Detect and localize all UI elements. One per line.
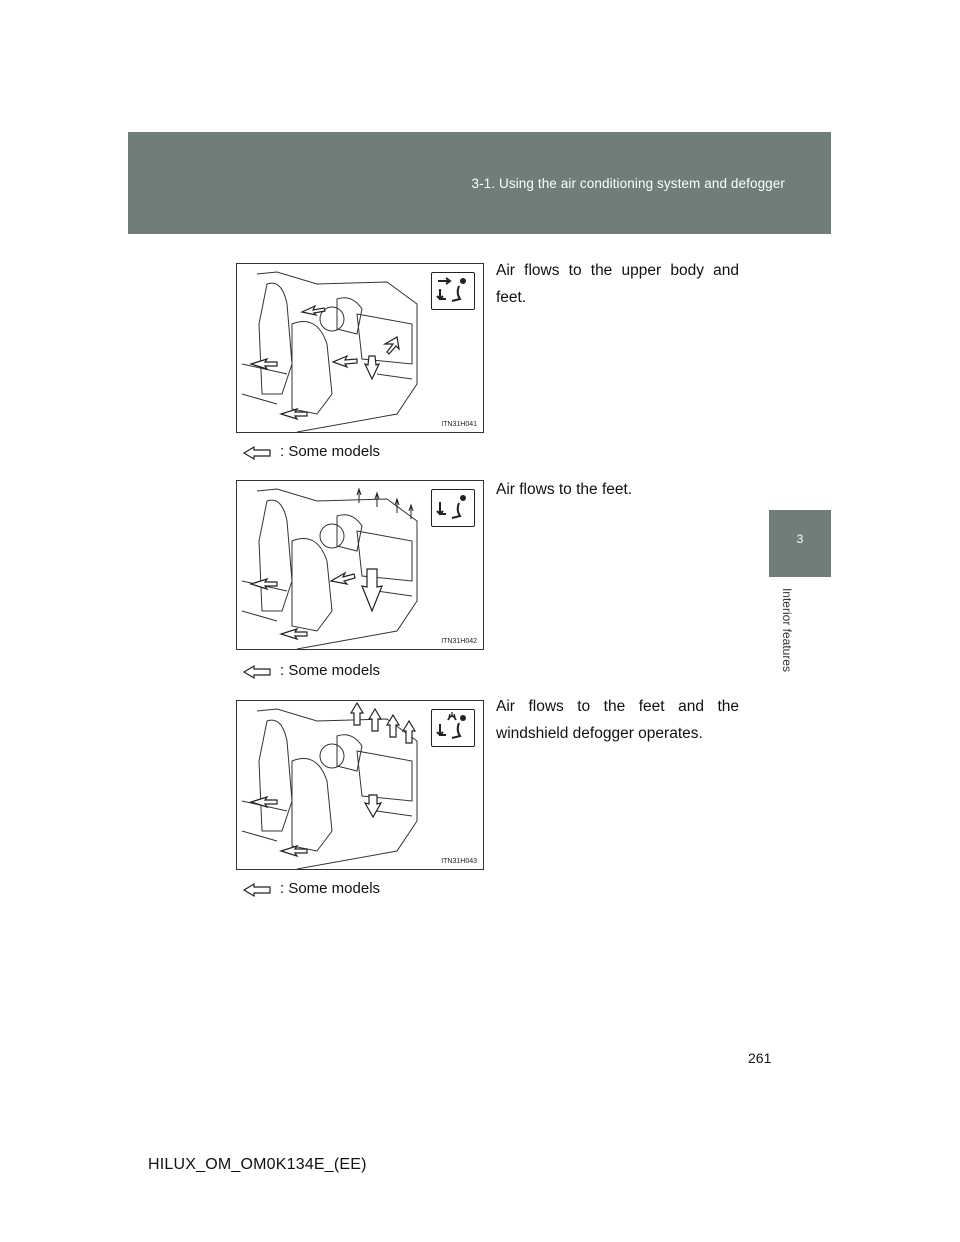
arrow-icon: [242, 445, 272, 461]
chapter-label-text: Interior features: [780, 587, 794, 673]
page-number: 261: [748, 1050, 772, 1066]
feet-icon: [431, 489, 475, 527]
figure-code: ITN31H043: [441, 858, 477, 865]
face-and-feet-icon: [431, 272, 475, 310]
section-header: [128, 132, 831, 234]
arrow-icon: [242, 664, 272, 680]
feet-and-defroster-icon: [431, 709, 475, 747]
figure-feet: [236, 480, 484, 650]
chapter-number: 3: [796, 532, 804, 546]
figure-feet-and-defroster: [236, 700, 484, 870]
arrow-icon: [242, 882, 272, 898]
figure-face-and-feet: [236, 263, 484, 433]
caption-text: Air flows to the upper body and feet.: [496, 262, 739, 306]
chapter-tab: [769, 510, 831, 577]
caption-text: Air flows to the feet.: [496, 481, 633, 498]
header-title: 3-1. Using the air conditioning system and defogger: [471, 176, 785, 191]
figure-code: ITN31H042: [441, 638, 477, 645]
chapter-label: [776, 583, 798, 685]
note-text: : Some models: [280, 880, 381, 897]
caption-text: Air flows to the feet and the windshield defogger operates.: [496, 698, 739, 742]
document-code: HILUX_OM_OM0K134E_(EE): [148, 1156, 367, 1173]
note-text: : Some models: [280, 443, 381, 460]
figure-code: ITN31H041: [441, 421, 477, 428]
note-text: : Some models: [280, 662, 381, 679]
